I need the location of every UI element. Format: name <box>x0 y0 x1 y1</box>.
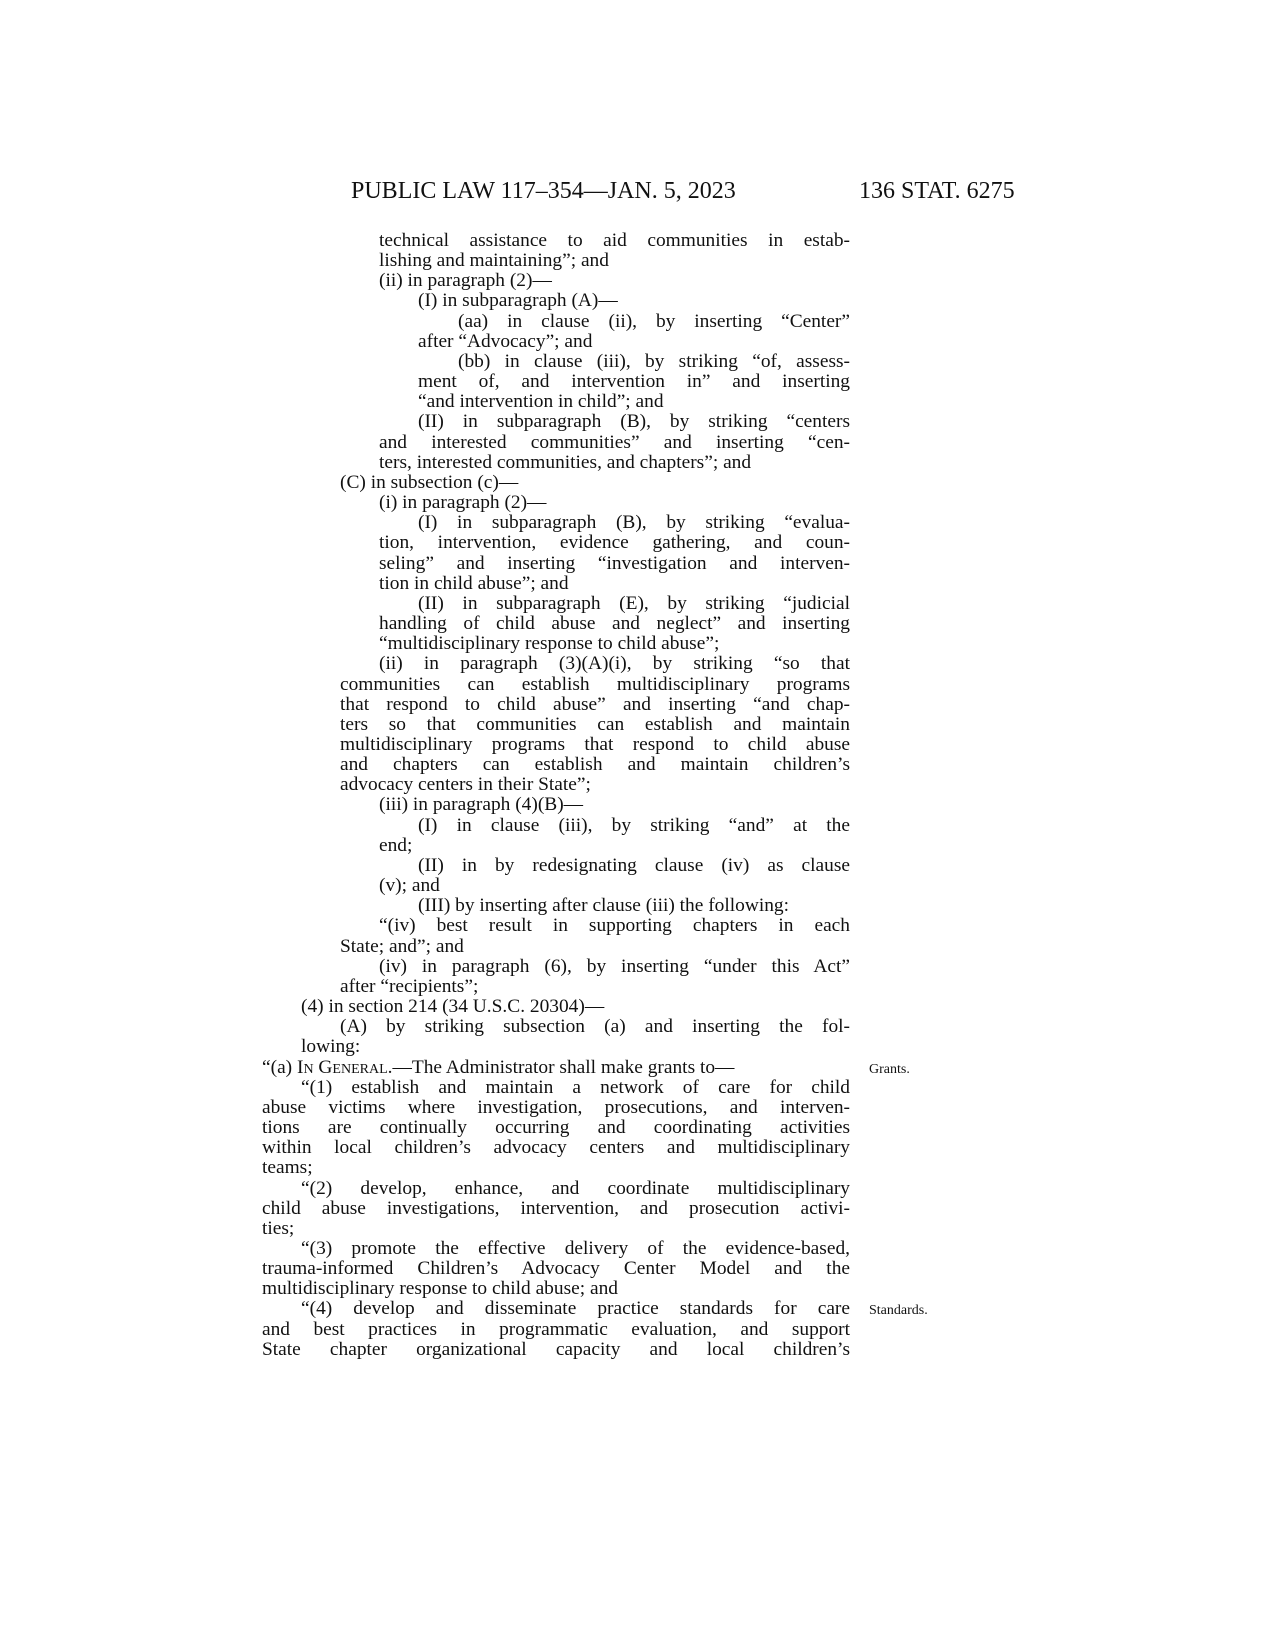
text-line: and best practices in programmatic evaluation, and support <box>262 1318 850 1340</box>
text-line: (iv) in paragraph (6), by inserting “under this Act” <box>379 955 850 977</box>
text-line: tion in child abuse”; and <box>379 572 569 594</box>
text-line: handling of child abuse and neglect” and inserting <box>379 613 850 635</box>
text-line: communities can establish multidisciplinary programs <box>340 673 850 695</box>
subsection-heading: In General <box>296 1056 388 1078</box>
text-line: trauma-informed Children’s Advocacy Center Model and the <box>262 1258 850 1280</box>
text-line: after “recipients”; <box>340 975 479 997</box>
text-line: advocacy centers in their State”; <box>340 774 591 796</box>
text-line: (ii) in paragraph (2)— <box>379 270 552 292</box>
text-line: (II) in subparagraph (B), by striking “centers <box>418 411 850 433</box>
text-line: (I) in subparagraph (B), by striking “evalua- <box>418 512 850 534</box>
text-line: “(iv) best result in supporting chapters in each <box>379 915 850 937</box>
text-line: tion, intervention, evidence gathering, and coun- <box>379 532 850 554</box>
text-line: end; <box>379 834 413 856</box>
margin-note-standards: Standards. <box>869 1303 928 1318</box>
page-header-title: PUBLIC LAW 117–354—JAN. 5, 2023 <box>351 178 736 204</box>
text-line: ters, interested communities, and chapters”; and <box>379 451 752 473</box>
text-line: multidisciplinary programs that respond to child abuse <box>340 734 850 755</box>
text-line: after “Advocacy”; and <box>418 330 593 352</box>
text-line: and chapters can establish and maintain children’s <box>340 754 850 776</box>
text-line: (A) by striking subsection (a) and inserting the fol- <box>340 1016 850 1038</box>
text-line: ties; <box>262 1217 295 1239</box>
text-line: teams; <box>262 1157 313 1179</box>
text-line: ters so that communities can establish and maintain <box>340 713 850 735</box>
text-line: (ii) in paragraph (3)(A)(i), by striking “so that <box>379 653 850 675</box>
text-line: lishing and maintaining”; and <box>379 250 609 272</box>
text-line: that respond to child abuse” and inserting “and chap- <box>340 693 850 715</box>
text-line: (bb) in clause (iii), by striking “of, assess- <box>458 350 850 372</box>
text-line: abuse victims where investigation, prosecutions, and interven- <box>262 1096 850 1118</box>
text-line: lowing: <box>301 1036 361 1058</box>
text-line: (III) by inserting after clause (iii) the following: <box>418 895 789 917</box>
text-line: (4) in section 214 (34 U.S.C. 20304)— <box>301 996 605 1018</box>
text-line <box>262 1057 850 1078</box>
text-line: within local children’s advocacy centers and multidisciplinary <box>262 1137 850 1159</box>
text-line: (v); and <box>379 875 440 897</box>
subsection-prefix: “(a) <box>262 1056 297 1078</box>
text-line: (C) in subsection (c)— <box>340 471 519 493</box>
text-line: “(4) develop and disseminate practice standards for care <box>301 1298 850 1320</box>
text-line: “multidisciplinary response to child abuse”; <box>379 633 720 655</box>
text-line: (II) in subparagraph (E), by striking “judicial <box>418 592 850 614</box>
subsection-text: .—The Administrator shall make grants to— <box>387 1056 735 1078</box>
text-line: tions are continually occurring and coordinating activities <box>262 1117 850 1139</box>
text-line: technical assistance to aid communities in estab- <box>379 230 850 251</box>
text-line: seling” and inserting “investigation and interven- <box>379 552 850 574</box>
text-line: ment of, and intervention in” and inserting <box>418 371 850 393</box>
text-line: (II) in by redesignating clause (iv) as clause <box>418 854 850 876</box>
text-line: “(3) promote the effective delivery of the evidence-based, <box>301 1238 850 1259</box>
text-line: “(1) establish and maintain a network of care for child <box>301 1076 850 1098</box>
text-line: State; and”; and <box>340 935 464 957</box>
text-line: “(2) develop, enhance, and coordinate multidisciplinary <box>301 1177 850 1199</box>
text-line: (aa) in clause (ii), by inserting “Center” <box>458 310 850 332</box>
text-line: (iii) in paragraph (4)(B)— <box>379 794 584 816</box>
text-line: (I) in subparagraph (A)— <box>418 290 618 312</box>
text-line: and interested communities” and inserting “cen- <box>379 431 850 453</box>
text-line: multidisciplinary response to child abuse; and <box>262 1278 618 1300</box>
margin-note-grants: Grants. <box>869 1062 910 1077</box>
text-line: “and intervention in child”; and <box>418 391 664 413</box>
text-line: State chapter organizational capacity and local children’s <box>262 1338 850 1360</box>
text-line: child abuse investigations, intervention, and prosecution activi- <box>262 1197 850 1219</box>
page-header-stat: 136 STAT. 6275 <box>859 178 1015 204</box>
text-line: (i) in paragraph (2)— <box>379 492 547 514</box>
text-line: (I) in clause (iii), by striking “and” at the <box>418 814 850 836</box>
